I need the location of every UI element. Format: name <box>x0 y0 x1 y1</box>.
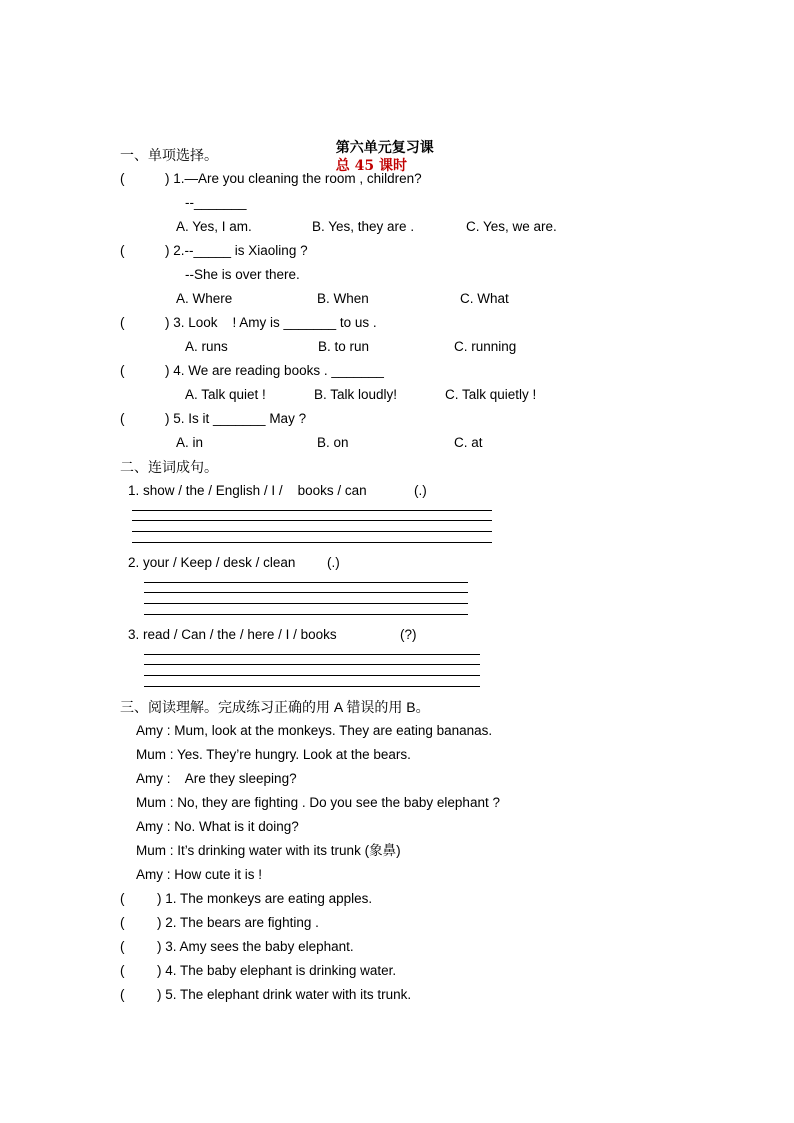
sentence-words: 1. show / the / English / I / books / can <box>128 483 367 498</box>
lesson-count: 总 45 课时 <box>335 158 407 174</box>
sentence-punct: (?) <box>400 627 417 642</box>
writing-line[interactable] <box>132 520 492 521</box>
question-5: ) 5. Is it _______ May ? <box>165 411 307 426</box>
option-b: B. Talk loudly! <box>314 387 398 402</box>
answer-bracket[interactable]: ( <box>120 987 125 1002</box>
option-a: A. Where <box>176 291 233 306</box>
section2-heading: 二、连词成句。 <box>120 459 218 475</box>
writing-line[interactable] <box>144 654 480 655</box>
option-a: A. Yes, I am. <box>176 219 252 234</box>
statement: ) 4. The baby elephant is drinking water. <box>157 963 397 978</box>
dialogue-line: Amy : Mum, look at the monkeys. They are eating bananas. <box>136 723 493 738</box>
question-3: ) 3. Look ! Amy is _______ to us . <box>165 315 377 330</box>
statement: ) 5. The elephant drink water with its trunk. <box>157 987 412 1002</box>
writing-line[interactable] <box>144 614 468 615</box>
question-1-response: --_______ <box>185 195 247 210</box>
writing-line[interactable] <box>132 531 492 532</box>
answer-bracket[interactable]: ( <box>120 963 125 978</box>
question-2: ) 2.--_____ is Xiaoling ? <box>165 243 308 258</box>
option-b: B. to run <box>318 339 370 354</box>
option-b: B. When <box>317 291 369 306</box>
statement: ) 2. The bears are fighting . <box>157 915 319 930</box>
answer-bracket[interactable]: ( <box>120 363 125 378</box>
dialogue-line: Mum : It’s drinking water with its trunk (象鼻) <box>136 843 401 858</box>
answer-bracket[interactable]: ( <box>120 315 125 330</box>
answer-bracket[interactable]: ( <box>120 171 125 186</box>
sentence-punct: (.) <box>327 555 340 570</box>
sentence-words: 3. read / Can / the / here / I / books <box>128 627 337 642</box>
dialogue-line: Amy : How cute it is ! <box>136 867 263 882</box>
writing-line[interactable] <box>132 510 492 511</box>
answer-bracket[interactable]: ( <box>120 939 125 954</box>
option-a: A. runs <box>185 339 228 354</box>
dialogue-line: Amy : Are they sleeping? <box>136 771 297 786</box>
answer-bracket[interactable]: ( <box>120 891 125 906</box>
dialogue-line: Mum : Yes. They’re hungry. Look at the bears. <box>136 747 411 762</box>
question-4: ) 4. We are reading books . _______ <box>165 363 384 378</box>
section3-heading: 三、阅读理解。完成练习正确的用 A 错误的用 B。 <box>120 699 430 715</box>
answer-bracket[interactable]: ( <box>120 411 125 426</box>
writing-line[interactable] <box>144 582 468 583</box>
section1-heading: 一、单项选择。 <box>120 147 218 163</box>
question-1: ) 1.—Are you cleaning the room , children? <box>165 171 422 186</box>
statement: ) 3. Amy sees the baby elephant. <box>157 939 354 954</box>
option-c: C. Yes, we are. <box>466 219 557 234</box>
option-c: C. What <box>460 291 509 306</box>
option-b: B. on <box>317 435 349 450</box>
sentence-punct: (.) <box>414 483 427 498</box>
sentence-words: 2. your / Keep / desk / clean <box>128 555 296 570</box>
option-b: B. Yes, they are . <box>312 219 415 234</box>
answer-bracket[interactable]: ( <box>120 243 125 258</box>
writing-line[interactable] <box>144 675 480 676</box>
dialogue-line: Mum : No, they are fighting . Do you see the baby elephant ? <box>136 795 500 810</box>
option-c: C. at <box>454 435 483 450</box>
option-a: A. Talk quiet ! <box>185 387 266 402</box>
question-2-response: --She is over there. <box>185 267 300 282</box>
answer-bracket[interactable]: ( <box>120 915 125 930</box>
writing-line[interactable] <box>144 603 468 604</box>
option-c: C. running <box>454 339 517 354</box>
title-main: 第六单元复习课 <box>335 140 434 156</box>
writing-line[interactable] <box>132 542 492 543</box>
option-c: C. Talk quietly ! <box>445 387 537 402</box>
statement: ) 1. The monkeys are eating apples. <box>157 891 373 906</box>
writing-line[interactable] <box>144 664 480 665</box>
writing-line[interactable] <box>144 686 480 687</box>
dialogue-line: Amy : No. What is it doing? <box>136 819 299 834</box>
writing-line[interactable] <box>144 592 468 593</box>
option-a: A. in <box>176 435 204 450</box>
page-title <box>326 121 434 175</box>
